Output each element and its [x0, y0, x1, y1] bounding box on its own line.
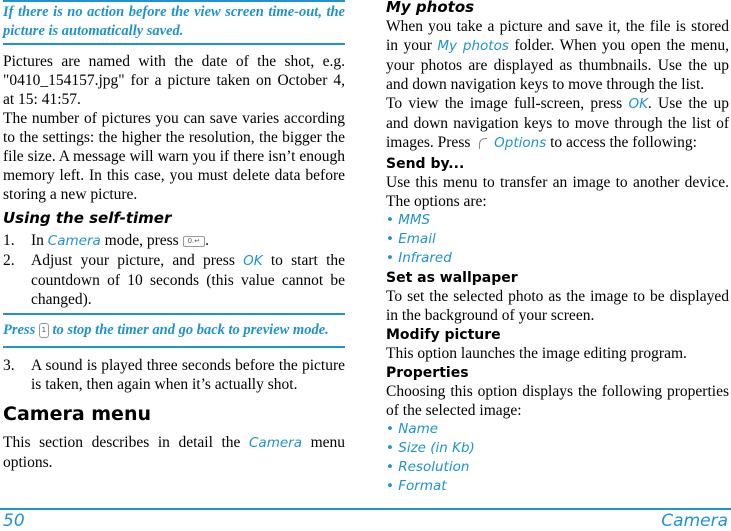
heading-camera-menu: Camera menu — [3, 403, 151, 425]
right-column — [386, 0, 729, 496]
page-number: 50 — [3, 511, 25, 531]
heading-modify-picture: Modify picture — [386, 327, 501, 343]
list-item: 2. Adjust your picture, and press OK to start the countdown of 10 seconds (this value cannot be changed). — [3, 252, 346, 308]
left-column — [3, 0, 345, 472]
section-title: Camera — [661, 511, 728, 531]
heading-properties: Properties — [386, 365, 469, 381]
paragraph-view-fullscreen: To view the image full-screen, press OK. Use the up and down navigation keys to move through the list of images. Press Options to access the following: — [386, 95, 730, 151]
list-item: • Format — [386, 478, 447, 494]
heading-set-wallpaper: Set as wallpaper — [386, 270, 518, 286]
paragraph-capacity: The number of pictures you can save varies according to the settings: the higher the resolution, the bigger the file size. A message will warn you if there isn’t enough memory left. In this case, you must delete data before storing a new picture. — [3, 110, 345, 203]
paragraph-naming: Pictures are named with the date of the shot, e.g. "0410_154157.jpg" for a picture taken on October 4, at 15: 41:57. — [3, 53, 345, 108]
list-item: • MMS — [386, 212, 431, 228]
paragraph-set-wallpaper: To set the selected photo as the image to be displayed in the background of your screen. — [386, 288, 729, 324]
page-footer — [0, 508, 731, 530]
note-stop-timer: Press 1 to stop the timer and go back to preview mode. — [3, 313, 345, 348]
paragraph-send-by: Use this menu to transfer an image to another device. The options are: — [386, 174, 729, 210]
paragraph-camera-menu: This section describes in detail the Camera menu options. — [3, 434, 345, 471]
left-softkey-icon — [474, 135, 490, 151]
list-item: • Name — [386, 421, 439, 437]
key-0-icon: 0.↵ — [183, 236, 206, 247]
heading-my-photos: My photos — [386, 0, 475, 16]
list-item: 1. In Camera mode, press 0.↵ . — [3, 232, 209, 249]
list-item: • Resolution — [386, 459, 470, 475]
heading-send-by: Send by... — [386, 156, 465, 172]
list-item: 3. A sound is played three seconds before the picture is taken, then again when it’s actually shot. — [3, 357, 345, 393]
list-item: • Size (in Kb) — [386, 440, 475, 456]
heading-self-timer: Using the self-timer — [3, 209, 172, 227]
key-1-icon: 1 — [39, 323, 49, 338]
self-timer-steps-continued — [3, 356, 345, 394]
note-auto-save: If there is no action before the view screen time-out, the picture is automatically saved. — [3, 0, 345, 45]
list-item: • Email — [386, 231, 436, 247]
list-item: • Infrared — [386, 250, 452, 266]
paragraph-my-photos: When you take a picture and save it, the file is stored in your My photos folder. When you open the menu, your photos are displayed as thumbnails. Use the up and down navigation keys to move through the list. — [386, 18, 730, 93]
paragraph-properties: Choosing this option displays the following properties of the selected image: — [386, 383, 729, 419]
self-timer-steps — [3, 231, 345, 309]
paragraph-modify-picture: This option launches the image editing program. — [386, 345, 687, 362]
